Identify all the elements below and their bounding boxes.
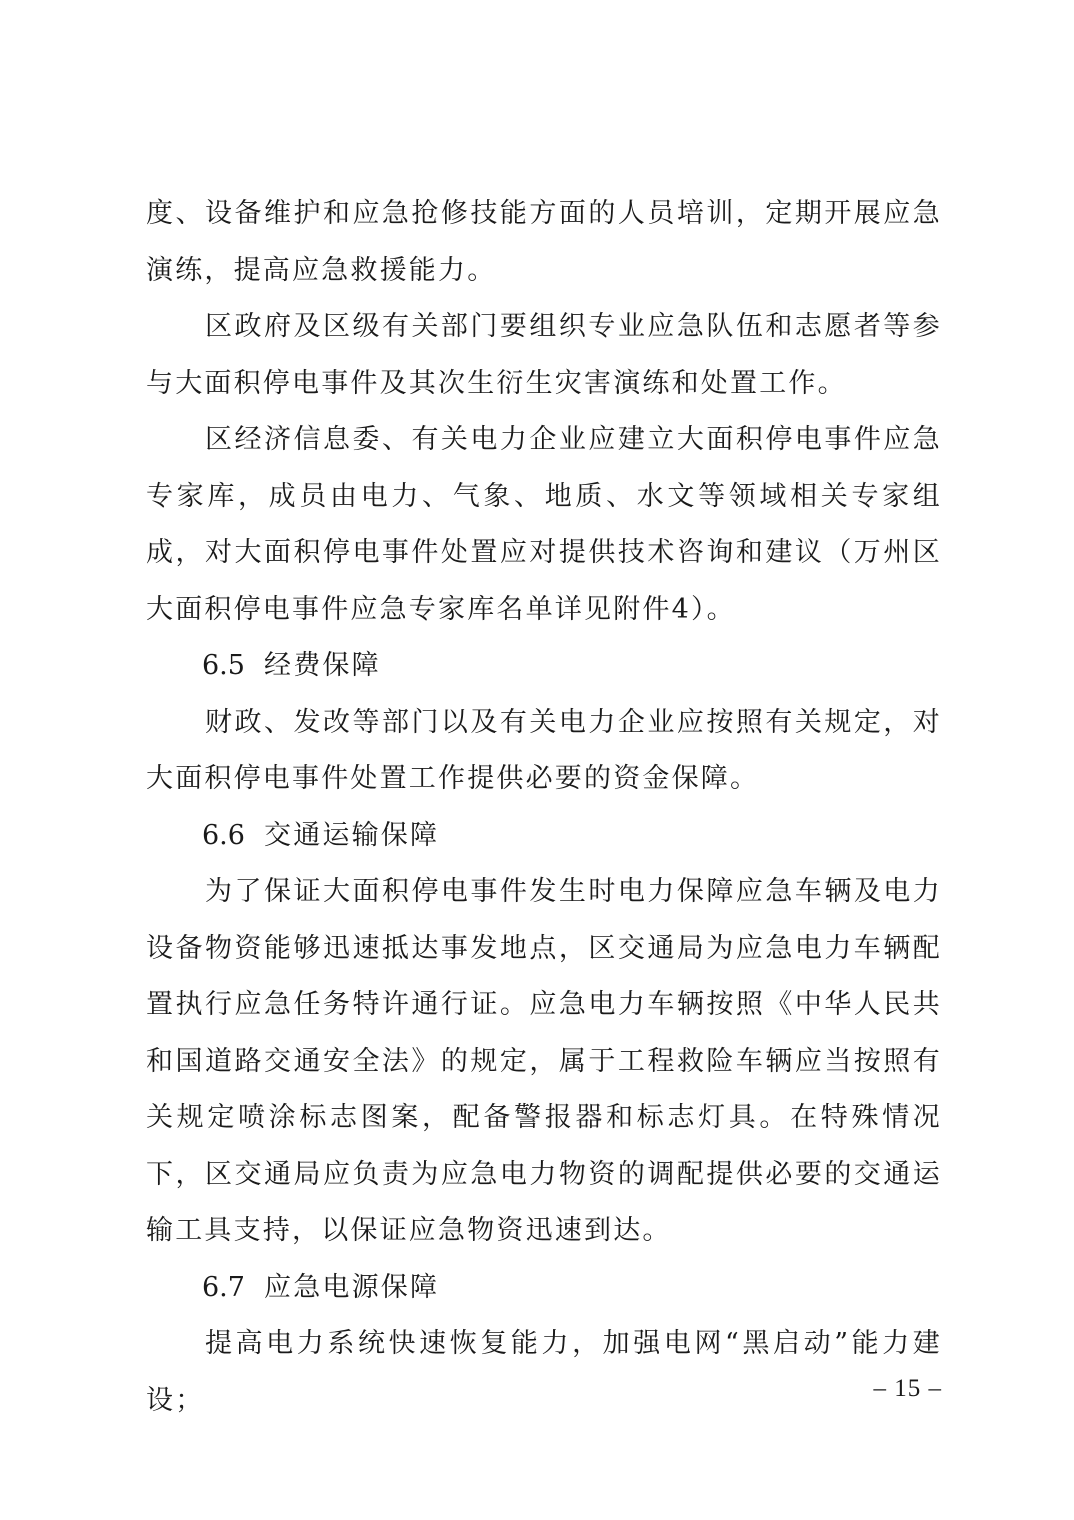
section-heading-6-5 (146, 638, 942, 695)
section-title: 交通运输保障 (264, 819, 440, 851)
section-number: 6.6 (202, 819, 245, 851)
paragraph-expert-database: 区经济信息委、有关电力企业应建立大面积停电事件应急专家库，成员由电力、气象、地质、水文等领域相关专家组成，对大面积停电事件处置应对提供技术咨询和建议（万州区大面积停电事件应急专家库名单详见附件4）。 (146, 424, 942, 625)
section-title: 经费保障 (264, 650, 381, 681)
section-number: 6.7 (202, 1271, 245, 1303)
document-body (146, 186, 942, 1429)
paragraph-transportation: 为了保证大面积停电事件发生时电力保障应急车辆及电力设备物资能够迅速抵达事发地点，区交通局为应急电力车辆配置执行应急任务特许通行证。应急电力车辆按照《中华人民共和国道路交通安全法》的规定，属于工程救险车辆应当按照有关规定喷涂标志图案，配备警报器和标志灯具。在特殊情况下，区交通局应负责为应急电力物资的调配提供必要的交通运输工具支持，以保证应急物资迅速到达。 (146, 876, 942, 1246)
section-heading-6-6 (146, 808, 942, 865)
paragraph-power-supply: 提高电力系统快速恢复能力，加强电网“黑启动”能力建设； (146, 1328, 942, 1416)
section-title: 应急电源保障 (264, 1271, 440, 1303)
paragraph-training-continuation: 度、设备维护和应急抢修技能方面的人员培训，定期开展应急演练，提高应急救援能力。 (146, 198, 942, 286)
paragraph-funding: 财政、发改等部门以及有关电力企业应按照有关规定，对大面积停电事件处置工作提供必要的资金保障。 (146, 706, 942, 794)
section-number: 6.5 (202, 650, 245, 681)
paragraph-emergency-teams: 区政府及区级有关部门要组织专业应急队伍和志愿者等参与大面积停电事件及其次生衍生灾害演练和处置工作。 (146, 311, 942, 399)
section-heading-6-7 (146, 1260, 942, 1317)
page-number: – 15 – (873, 1375, 942, 1402)
